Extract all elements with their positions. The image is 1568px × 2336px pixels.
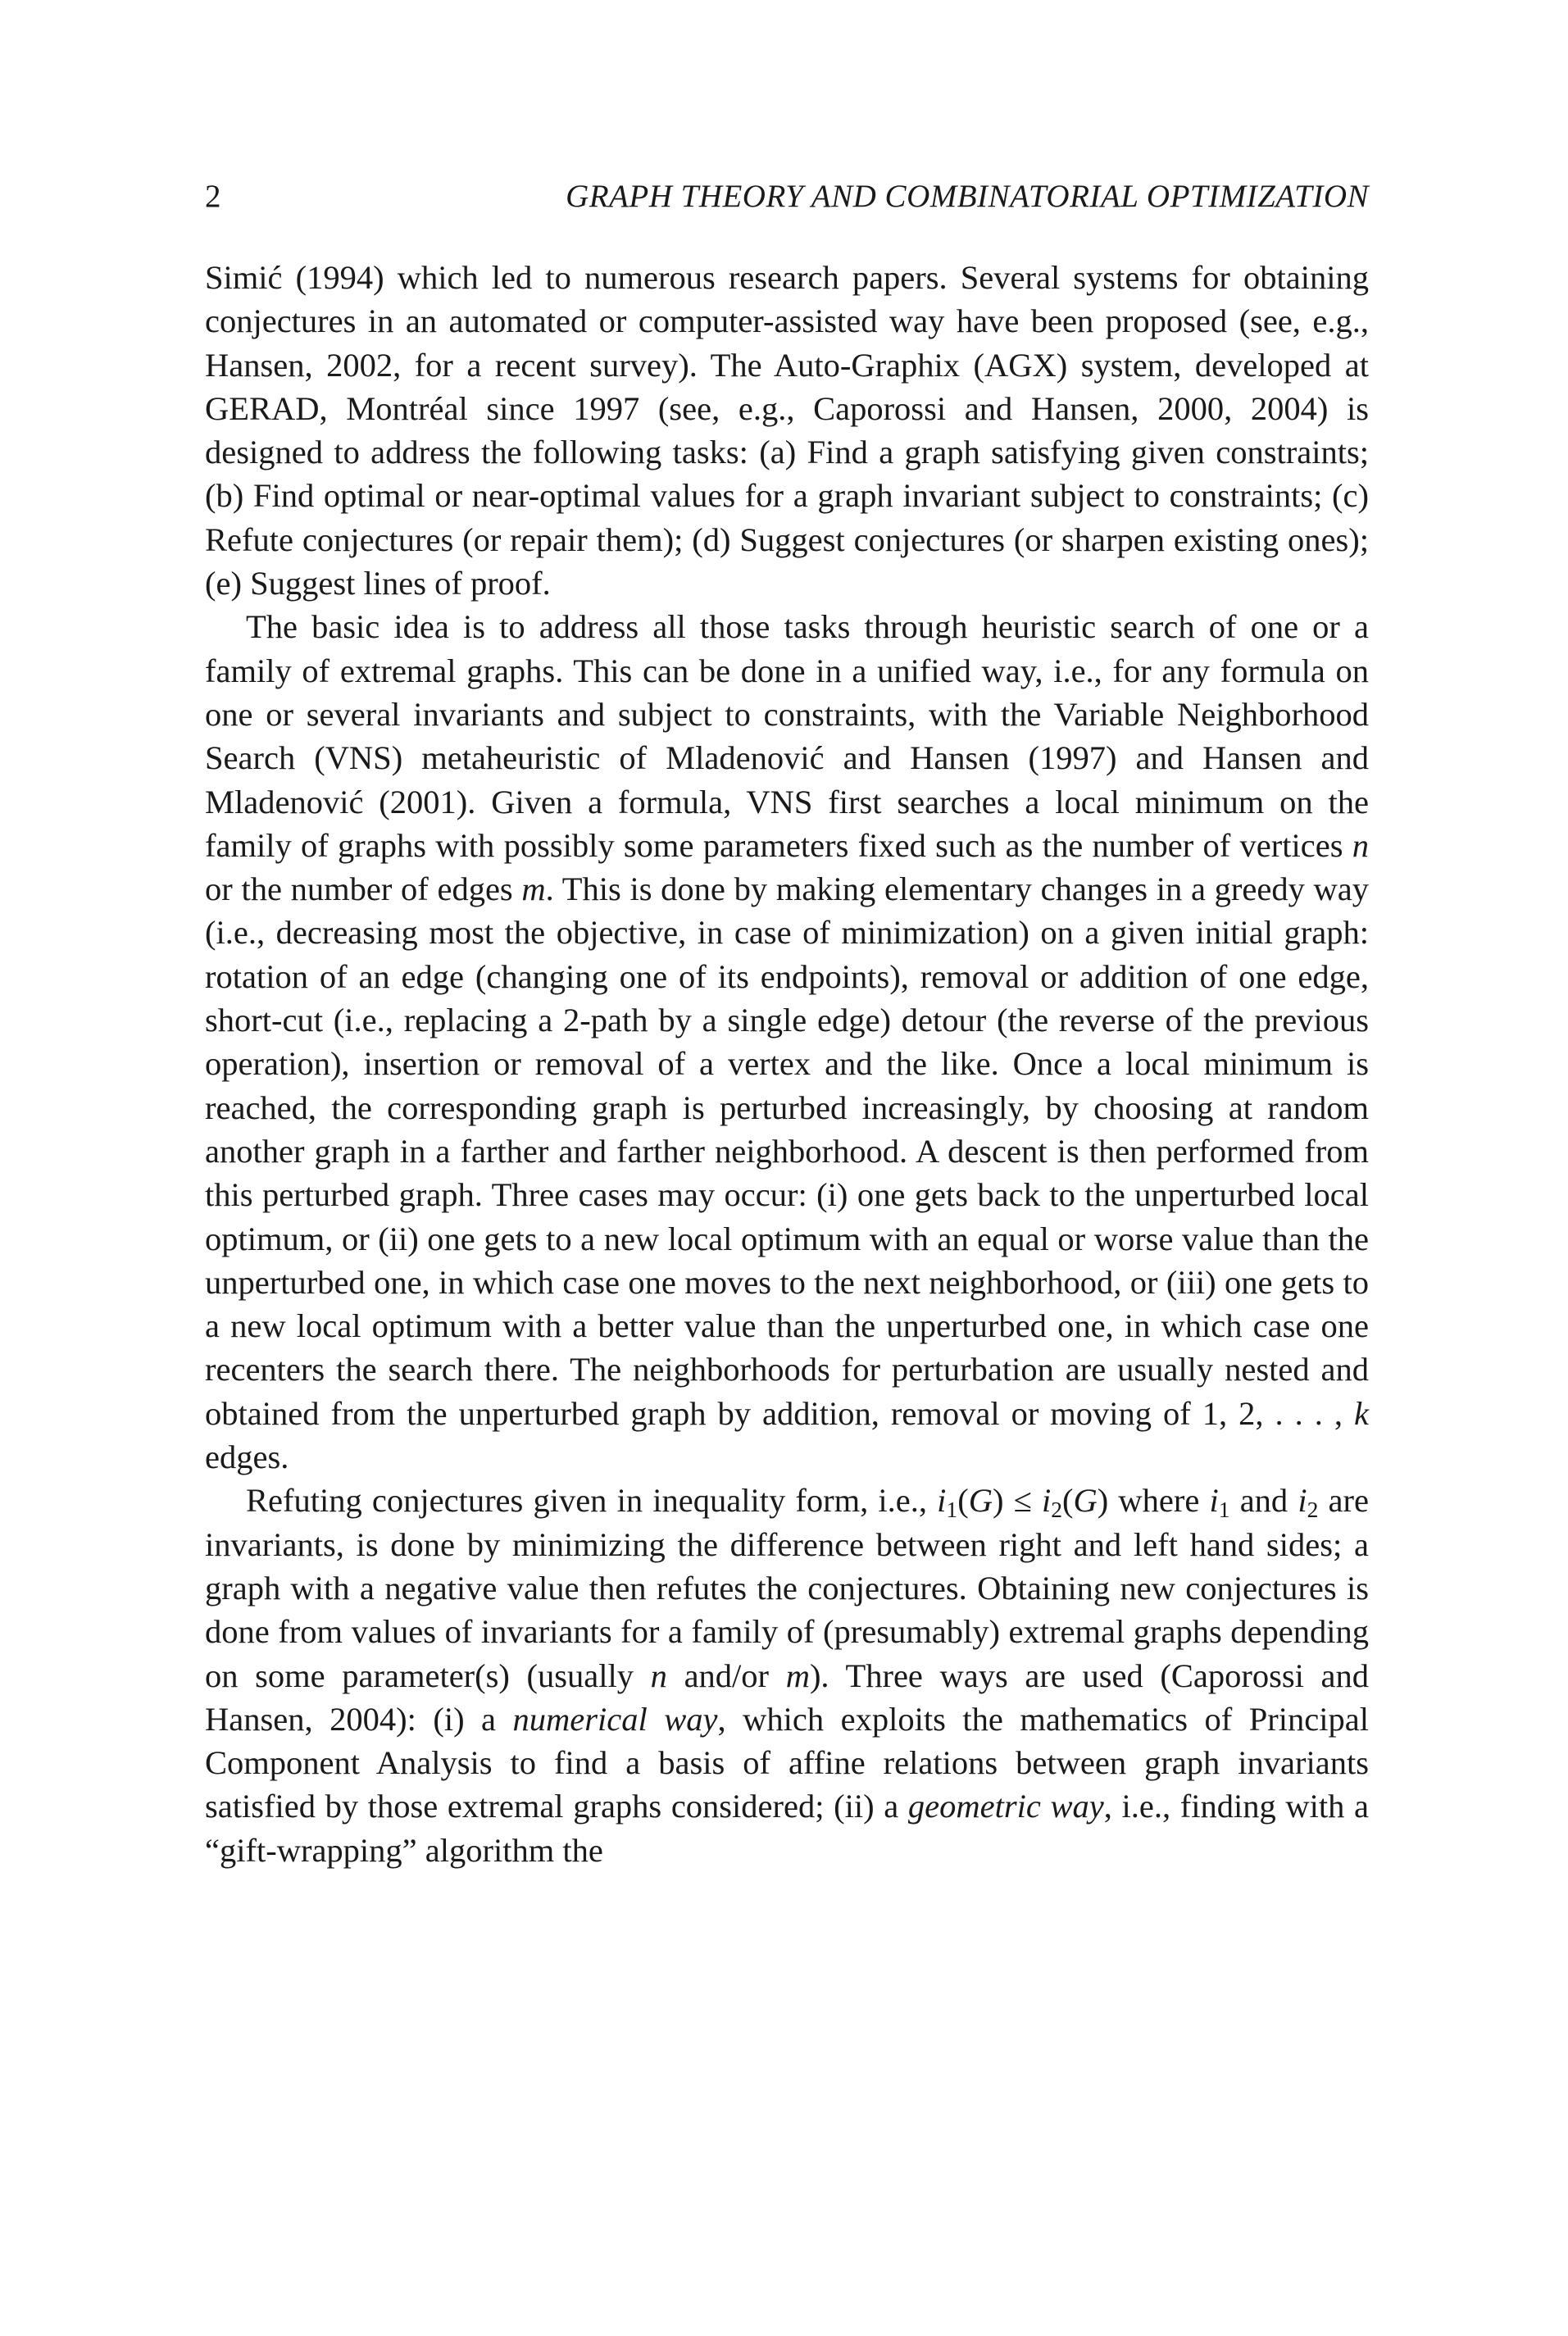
body-text: [205, 256, 1369, 1872]
italic-text: numerical way: [512, 1700, 718, 1738]
subscript: 2: [1051, 1497, 1063, 1523]
running-title: GRAPH THEORY AND COMBINATORIAL OPTIMIZATION: [566, 179, 1369, 214]
text-segment: or the number of edges: [205, 870, 522, 908]
text-segment: , i.e., finding with a “gift-wrapping” algorithm the: [205, 1788, 1369, 1869]
text-segment: are invariants, is done by minimizing the difference between right and left hand sides; a graph with a negative value then refutes the conjectures. Obtaining new conjectures is done from values of invariants for a family of (presumably) extremal graphs depending on some parameter(s) (usually: [205, 1482, 1369, 1694]
text-segment: Refuting conjectures given in inequality form, i.e.,: [246, 1482, 938, 1520]
text-segment: ) ≤: [992, 1482, 1042, 1520]
subscript: 1: [1218, 1497, 1230, 1523]
text-segment: The basic idea is to address all those tasks through heuristic search of one or a family of extremal graphs. This can be done in a unified way, i.e., for any formula on one or several invariants and subject to constraints, with the Variable Neighborhood Search (VNS) metaheuristic of Mladenović and Hansen (1997) and Hansen and Mladenović (2001). Given a formula, VNS first searches a local minimum on the family of graphs with possibly some parameters fixed such as the number of vertices: [205, 608, 1369, 864]
text-segment: ) where: [1097, 1482, 1210, 1520]
text-segment: (: [957, 1482, 969, 1520]
text-segment: . This is done by making elementary changes in a greedy way (i.e., decreasing most the objective, in case of minimization) on a given initial graph: rotation of an edge (changing one of its endpoints), removal or addition of one edge, short-cut (i.e., replacing a 2-path by a single edge) detour (the reverse of the previous operation), insertion or removal of a vertex and the like. Once a local minimum is reached, the corresponding graph is perturbed increasingly, by choosing at random another graph in a farther and farther neighborhood. A descent is then performed from this perturbed graph. Three cases may occur: (i) one gets back to the unperturbed local optimum, or (ii) one gets to a new local optimum with an equal or worse value than the unperturbed one, in which case one moves to the next neighborhood, or (iii) one gets to a new local optimum with a better value than the unperturbed one, in which case one recenters the search there. The neighborhoods for perturbation are usually nested and obtained from the unperturbed graph by addition, removal or moving of 1, 2, . . . ,: [205, 870, 1369, 1432]
text-segment: , which exploits the mathematics of Principal Component Analysis to find a basis of affine relations between graph invariants satisfied by those extremal graphs considered; (ii) a: [205, 1700, 1369, 1825]
paragraph: [205, 1479, 1369, 1872]
paragraph: [205, 256, 1369, 605]
italic-text: m: [785, 1657, 810, 1694]
text-segment: and: [1229, 1482, 1298, 1520]
italic-text: m: [521, 870, 546, 908]
text-segment: and/or: [666, 1657, 786, 1694]
italic-text: i: [1209, 1482, 1219, 1520]
text-segment: ). Three ways are used (Caporossi and Hansen, 2004): (i) a: [205, 1657, 1369, 1738]
page-number: 2: [205, 179, 221, 214]
running-head: [205, 172, 1369, 221]
italic-text: G: [968, 1482, 993, 1520]
italic-text: n: [1352, 826, 1369, 864]
subscript: 2: [1307, 1497, 1319, 1523]
italic-text: n: [650, 1657, 667, 1694]
italic-text: G: [1073, 1482, 1098, 1520]
text-segment: (: [1062, 1482, 1074, 1520]
text-segment: Simić (1994) which led to numerous research papers. Several systems for obtaining conjectures in an automated or computer-assisted way have been proposed (see, e.g., Hansen, 2002, for a recent survey). The Auto-Graphix (AGX) system, developed at GERAD, Montréal since 1997 (see, e.g., Caporossi and Hansen, 2000, 2004) is designed to address the following tasks: (a) Find a graph satisfying given constraints; (b) Find optimal or near-optimal values for a graph invariant subject to constraints; (c) Refute conjectures (or repair them); (d) Suggest conjectures (or sharpen existing ones); (e) Suggest lines of proof.: [205, 259, 1369, 602]
italic-text: geometric way: [907, 1788, 1104, 1825]
paragraph: [205, 605, 1369, 1479]
italic-text: k: [1354, 1394, 1369, 1432]
text-segment: edges.: [205, 1438, 289, 1476]
subscript: 1: [946, 1497, 958, 1523]
italic-text: i: [1298, 1482, 1307, 1520]
italic-text: i: [937, 1482, 947, 1520]
italic-text: i: [1041, 1482, 1052, 1520]
